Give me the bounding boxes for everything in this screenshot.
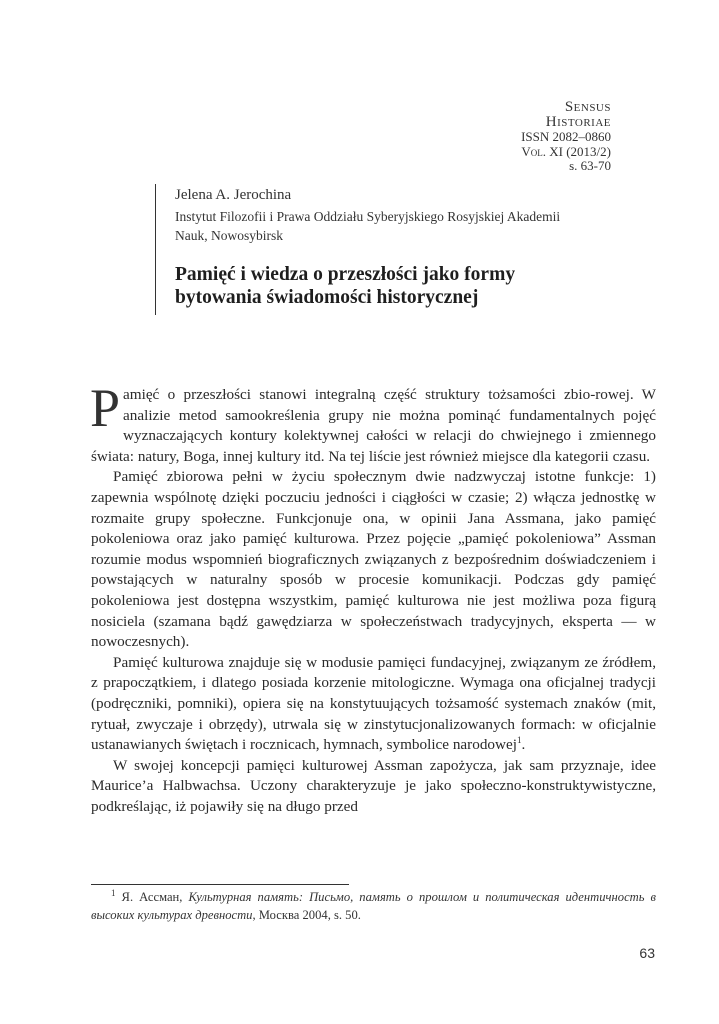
journal-masthead: [391, 100, 611, 174]
paragraph-3-text: Pamięć kulturowa znajduje się w modusie pamięci fundacyjnej, związanym ze źródłem, z prapoczątkiem, i dlatego posiada korzenie mitologiczne. Wymaga ona oficjalnej tradycji (podręczniki, pomniki), opiera się na konstytuujących tożsamość systemach znaków (mit, rytuał, zwyczaje i obrzędy), utrwala się w zinstytucjonalizowanych formach: w oficjalnie ustanawianych świętach i rocznicach, hymnach, symbolice narodowej: [91, 653, 656, 754]
footnote-rest: , Москва 2004, s. 50.: [252, 908, 361, 922]
paragraph-3-end: .: [521, 736, 526, 754]
journal-name-line2: Historiae: [545, 114, 611, 130]
title-line2: bytowania świadomości historycznej: [175, 287, 479, 308]
page-number: 63: [639, 945, 655, 961]
footnote: [91, 888, 656, 924]
article-body: [90, 378, 656, 817]
footnote-title: Культурная память: Письмо, память о прошлом и политическая идентичность в высоких культурах древности: [91, 890, 657, 922]
footnote-author: Я. Ассман,: [121, 890, 189, 904]
affiliation-line1: Instytut Filozofii i Prawa Oddziału Syberyjskiego Rosyjskiej Akademii: [175, 209, 561, 224]
paragraph-2: Pamięć zbiorowa pełni w życiu społecznym dwie nadzwyczaj istotne funkcje: 1) zapewnia wspólnotę dzięki poczuciu jedności i ciągłości w czasie; 2) włącza jednostkę w rozmaite grupy społeczne. Funkcjonuje ona, w opinii Jana Assmana, jako pamięć pokoleniowa oraz jako pamięć kulturowa. Przez pojęcie „pamięć pokoleniowa” Assman rozumie modus wspomnień biograficznych związanych z bezpośrednim doświadczeniem i powstających w naturalny sposób w procesie komunikacji. Podczas gdy pamięć pokoleniowa jest dostępna wszystkim, pamięć kulturowa nie jest możliwa poza figurą nosiciela (szamana bądź gawędziarza w społeczeństwach tradycyjnych, eksperta — w nowoczesnych).: [91, 468, 656, 651]
article-title: [175, 263, 655, 309]
drop-cap: P: [90, 378, 121, 438]
paragraph-1-text: amięć o przeszłości stanowi integralną część struktury tożsamości zbio-rowej. W analizie metod samookreślenia grupy nie można pominąć fundamentalnych pojęć wyznaczających kontury kolektywnej całości w relacji do chwiejnego i zmiennego świata: natury, Boga, innej kultury itd. Na tej liście jest również miejsce dla kategorii czasu.: [91, 386, 656, 465]
footnote-reference[interactable]: 1: [516, 735, 522, 746]
journal-issn: ISSN 2082–0860: [521, 129, 611, 144]
title-line1: Pamięć i wiedza o przeszłości jako formy: [175, 264, 516, 285]
affiliation-line2: Nauk, Nowosybirsk: [175, 228, 283, 243]
header-vertical-rule: [155, 184, 156, 315]
author-name: Jelena A. Jerochina: [175, 187, 292, 203]
paragraph-3: [91, 653, 656, 756]
footnote-number: 1: [111, 887, 116, 898]
journal-name-line1: Sensus: [564, 99, 611, 115]
footnote-text: [91, 888, 656, 924]
article-header: [175, 186, 655, 309]
author-affiliation: [175, 207, 655, 245]
journal-pages: s. 63-70: [569, 158, 611, 173]
journal-volume: Vol. XI (2013/2): [521, 143, 611, 159]
paragraph-1: [90, 378, 656, 467]
footnote-separator: [91, 884, 349, 885]
paragraph-4: W swojej koncepcji pamięci kulturowej Assman zapożycza, jak sam przyznaje, idee Maurice’a Halbwachsa. Uczony charakteryzuje je jako społeczno-konstruktywistyczne, podkreślając, iż pojawiły się na długo przed: [91, 756, 656, 815]
